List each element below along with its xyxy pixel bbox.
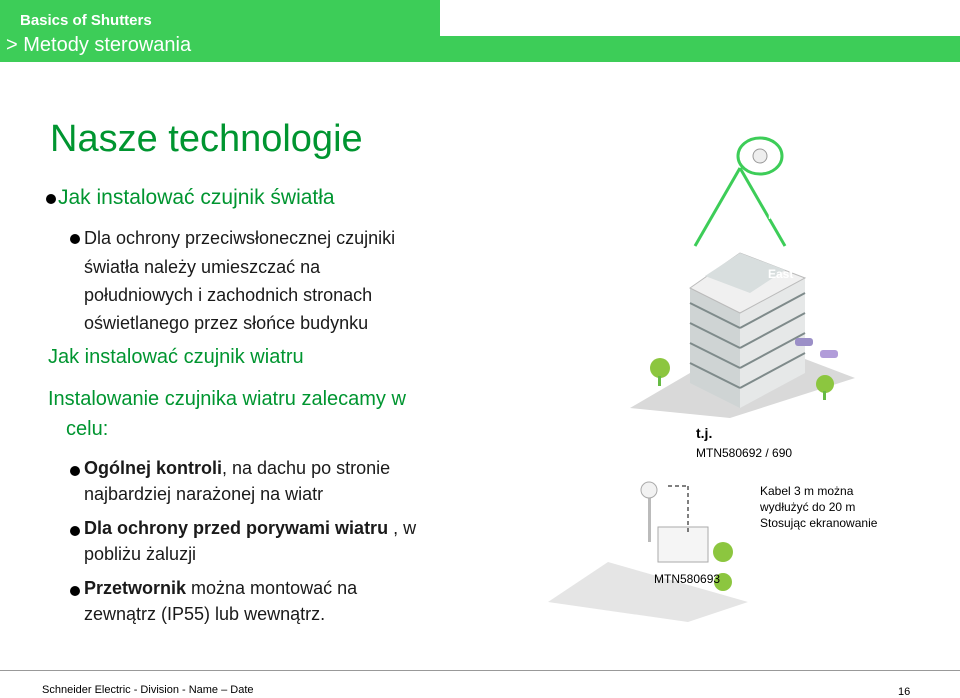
compass-south: South	[656, 267, 690, 281]
bullet-dot	[70, 234, 80, 244]
part-number-1: MTN580692 / 690	[696, 446, 793, 460]
slide-header	[0, 0, 960, 62]
compass-west: West	[658, 208, 687, 222]
text-line: światła należy umieszczać na	[84, 257, 321, 277]
bullet-transducer: Przetwornik można montować na	[84, 578, 358, 598]
compass-north: North	[768, 208, 800, 222]
bullet-dot	[46, 194, 56, 204]
slide-title: Nasze technologie	[50, 118, 363, 160]
bullet-gust-protection: Dla ochrony przed porywami wiatru , w	[84, 518, 417, 538]
text-line: oświetlanego przez słońce budynku	[84, 313, 369, 333]
cable-note: wydłużyć do 20 m	[760, 500, 856, 514]
text-line: Instalowanie czujnika wiatru zalecamy w	[48, 388, 406, 410]
text-line: najbardziej narażonej na wiatr	[84, 484, 324, 504]
footer-divider	[0, 670, 960, 671]
text-line: południowych i zachodnich stronach	[84, 285, 373, 305]
header-top-right	[440, 0, 960, 36]
text-line: celu:	[66, 418, 109, 440]
header-subtitle: > Metody sterowania	[6, 34, 192, 56]
text-line: Dla ochrony przeciwsłonecznej czujniki	[84, 228, 396, 248]
bullet-general-control: Ogólnej kontroli, na dachu po stronie	[84, 458, 391, 478]
text-line: pobliżu żaluzji	[84, 544, 197, 564]
heading-light-sensor: Jak instalować czujnik światła	[58, 186, 335, 209]
tj-label: t.j.	[696, 425, 713, 441]
bullet-dot	[70, 586, 80, 596]
sensor-device-illustration	[548, 462, 748, 622]
compass-east: East	[768, 267, 794, 281]
building-illustration	[620, 128, 860, 418]
footer-text: Schneider Electric - Division - Name – Date	[42, 684, 254, 696]
text-line: zewnątrz (IP55) lub wewnątrz.	[84, 604, 326, 624]
cable-note: Kabel 3 m można	[760, 484, 854, 498]
page-number: 16	[898, 686, 911, 698]
bullet-dot	[70, 466, 80, 476]
bullet-dot	[70, 526, 80, 536]
header-title: Basics of Shutters	[20, 12, 152, 29]
part-number-2: MTN580693	[654, 572, 721, 586]
heading-wind-sensor: Jak instalować czujnik wiatru	[48, 346, 304, 368]
cable-note: Stosując ekranowanie	[760, 516, 878, 530]
